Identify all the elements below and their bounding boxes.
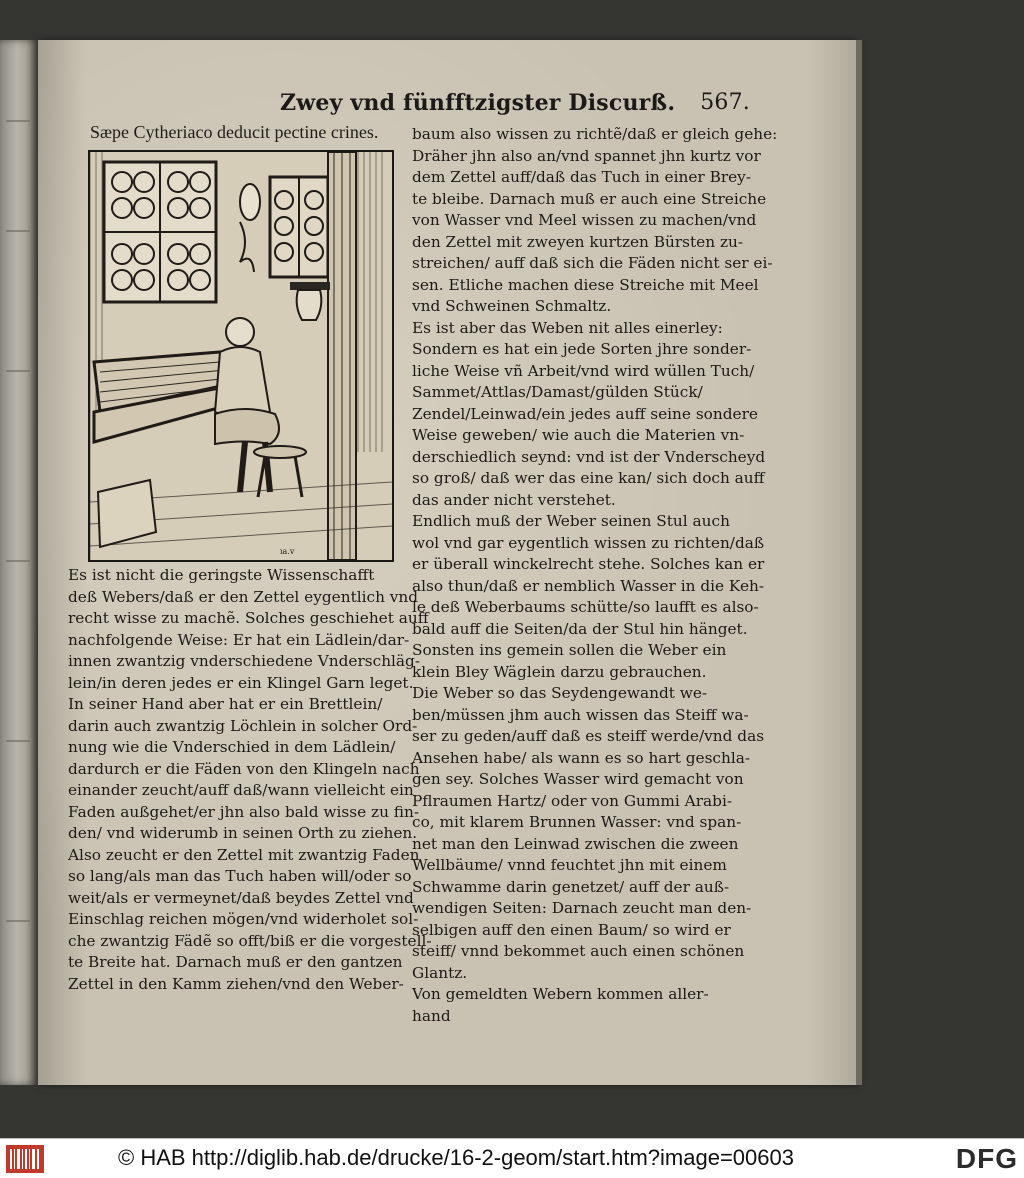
text-line: dem Zettel auff/daß das Tuch in einer Brey- — [412, 168, 751, 186]
text-line: Es ist aber das Weben nit alles einerley: — [412, 318, 723, 337]
text-line: ser zu geden/auff daß es steiff werde/vnd das — [412, 727, 765, 745]
text-line: innen zwantzig vnderschiedene Vnderschläg- — [68, 652, 421, 670]
text-line: er überall winckelrecht stehe. Solches kan er — [412, 555, 765, 573]
text-line: den/ vnd widerumb in seinen Orth zu ziehen. — [68, 824, 418, 842]
text-line: te Breite hat. Darnach muß er den gantzen — [68, 953, 403, 971]
text-line: baum also wissen zu richtẽ/daß er gleich gehe: — [412, 125, 778, 143]
text-line: liche Weise vñ Arbeit/vnd wird wüllen Tuch/ — [412, 361, 755, 380]
text-line: Endlich muß der Weber seinen Stul auch — [412, 512, 730, 530]
barcode-icon — [6, 1145, 44, 1173]
text-line: wendigen Seiten: Darnach zeucht man den- — [412, 899, 752, 917]
text-line: sen. Etliche machen diese Streiche mit Meel — [412, 275, 759, 294]
text-line: hand — [412, 1006, 451, 1025]
text-line: so groß/ daß wer das eine kan/ sich doch auff — [412, 469, 765, 487]
text-line: so lang/als man das Tuch haben will/oder so — [68, 867, 412, 885]
text-line: Zettel in den Kamm ziehen/vnd den Weber- — [68, 974, 404, 993]
weaver-woodcut-illustration — [88, 150, 394, 562]
text-line: bald auff die Seiten/da der Stul hin hänget. — [412, 619, 748, 638]
text-line: Einschlag reichen mögen/vnd widerholet sol- — [68, 910, 419, 928]
text-line: dardurch er die Fäden von den Klingeln nach — [68, 759, 420, 778]
header-title: Zwey vnd fünfftzigster Discurß. — [280, 90, 676, 116]
text-line: gen sey. Solches Wasser wird gemacht von — [412, 770, 744, 788]
text-line: einander zeucht/auff daß/wann vielleicht ein — [68, 781, 414, 799]
text-line: Schwamme darin genetzet/ auff der auß- — [412, 877, 730, 896]
woodcut-mark: ıa.v — [280, 547, 295, 556]
text-line: Die Weber so das Seydengewandt we- — [412, 684, 708, 702]
text-line: nung wie die Vnderschied in dem Lädlein/ — [68, 738, 396, 756]
text-line: le deß Weberbaums schütte/so laufft es also- — [412, 598, 759, 616]
page-number: 567. — [700, 90, 750, 115]
text-line: vnd Schweinen Schmaltz. — [412, 297, 612, 315]
text-line: te bleibe. Darnach muß er auch eine Streiche — [412, 189, 767, 208]
text-line: darin auch zwantzig Löchlein in solcher Ord- — [68, 716, 418, 735]
text-line: Es ist nicht die geringste Wissenschafft — [68, 566, 375, 584]
text-line: den Zettel mit zweyen kurtzen Bürsten zu- — [412, 232, 744, 251]
text-line: steiff/ vnnd bekommet auch einen schönen — [412, 942, 745, 960]
text-line: Zendel/Leinwad/ein jedes auff seine sondere — [412, 404, 758, 423]
text-line: klein Bley Wäglein darzu gebrauchen. — [412, 662, 707, 681]
text-line: co, mit klarem Brunnen Wasser: vnd span- — [412, 813, 742, 831]
text-line: Also zeucht er den Zettel mit zwantzig Faden — [68, 845, 420, 864]
woodcut-motto: Sæpe Cytheriaco deducit pectine crines. — [90, 122, 379, 142]
text-line: derschiedlich seynd: vnd ist der Vnderscheyd — [412, 447, 766, 466]
text-line: ben/müssen jhm auch wissen das Steiff wa- — [412, 705, 749, 724]
left-text-column — [68, 565, 432, 995]
previous-page-edge — [0, 40, 38, 1085]
text-line: Sondern es hat ein jede Sorten jhre sonder- — [412, 340, 752, 358]
text-line: Sonsten ins gemein sollen die Weber ein — [412, 641, 727, 659]
text-line: Glantz. — [412, 963, 468, 982]
source-url-text: © HAB http://diglib.hab.de/drucke/16-2-geom/start.htm?image=00603 — [118, 1145, 794, 1170]
text-line: von Wasser vnd Meel wissen zu machen/vnd — [412, 211, 757, 229]
text-line: Faden außgehet/er jhn also bald wisse zu fin- — [68, 802, 420, 821]
text-line: nachfolgende Weise: Er hat ein Lädlein/dar- — [68, 630, 410, 649]
dfg-logo: DFG — [955, 1143, 1018, 1174]
running-header — [280, 90, 750, 120]
text-line: also thun/daß er nemblich Wasser in die Keh- — [412, 576, 765, 595]
right-text-column — [412, 124, 778, 1027]
text-line: recht wisse zu machẽ. Solches geschiehet auff — [68, 609, 429, 627]
text-line: weit/als er vermeynet/daß beydes Zettel vnd — [68, 888, 414, 907]
text-line: wol vnd gar eygentlich wissen zu richten/daß — [412, 533, 765, 552]
text-line: net man den Leinwad zwischen die zween — [412, 834, 739, 853]
text-line: das ander nicht verstehet. — [412, 490, 616, 509]
text-line: Pflraumen Hartz/ oder von Gummi Arabi- — [412, 791, 733, 810]
text-line: che zwantzig Fädẽ so offt/biß er die vorgestell- — [68, 931, 432, 950]
text-line: selbigen auff den einen Baum/ so wird er — [412, 920, 731, 939]
text-line: Ansehen habe/ als wann es so hart geschla- — [412, 748, 751, 767]
text-line: streichen/ auff daß sich die Fäden nicht ser ei- — [412, 254, 773, 272]
text-line: Von gemeldten Webern kommen aller- — [412, 985, 709, 1003]
text-line: In seiner Hand aber hat er ein Brettlein/ — [68, 695, 383, 713]
text-line: deß Webers/daß er den Zettel eygentlich vnd — [68, 587, 419, 606]
source-caption-bar — [0, 1138, 1024, 1178]
page-edge-right — [856, 40, 862, 1085]
text-line: Sammet/Attlas/Damast/gülden Stück/ — [412, 383, 703, 401]
text-line: Dräher jhn also an/vnd spannet jhn kurtz vor — [412, 146, 761, 165]
text-line: lein/in deren jedes er ein Klingel Garn leget. — [68, 673, 414, 692]
text-line: Wellbäume/ vnnd feuchtet jhn mit einem — [412, 856, 727, 874]
text-line: Weise geweben/ wie auch die Materien vn- — [412, 426, 745, 444]
